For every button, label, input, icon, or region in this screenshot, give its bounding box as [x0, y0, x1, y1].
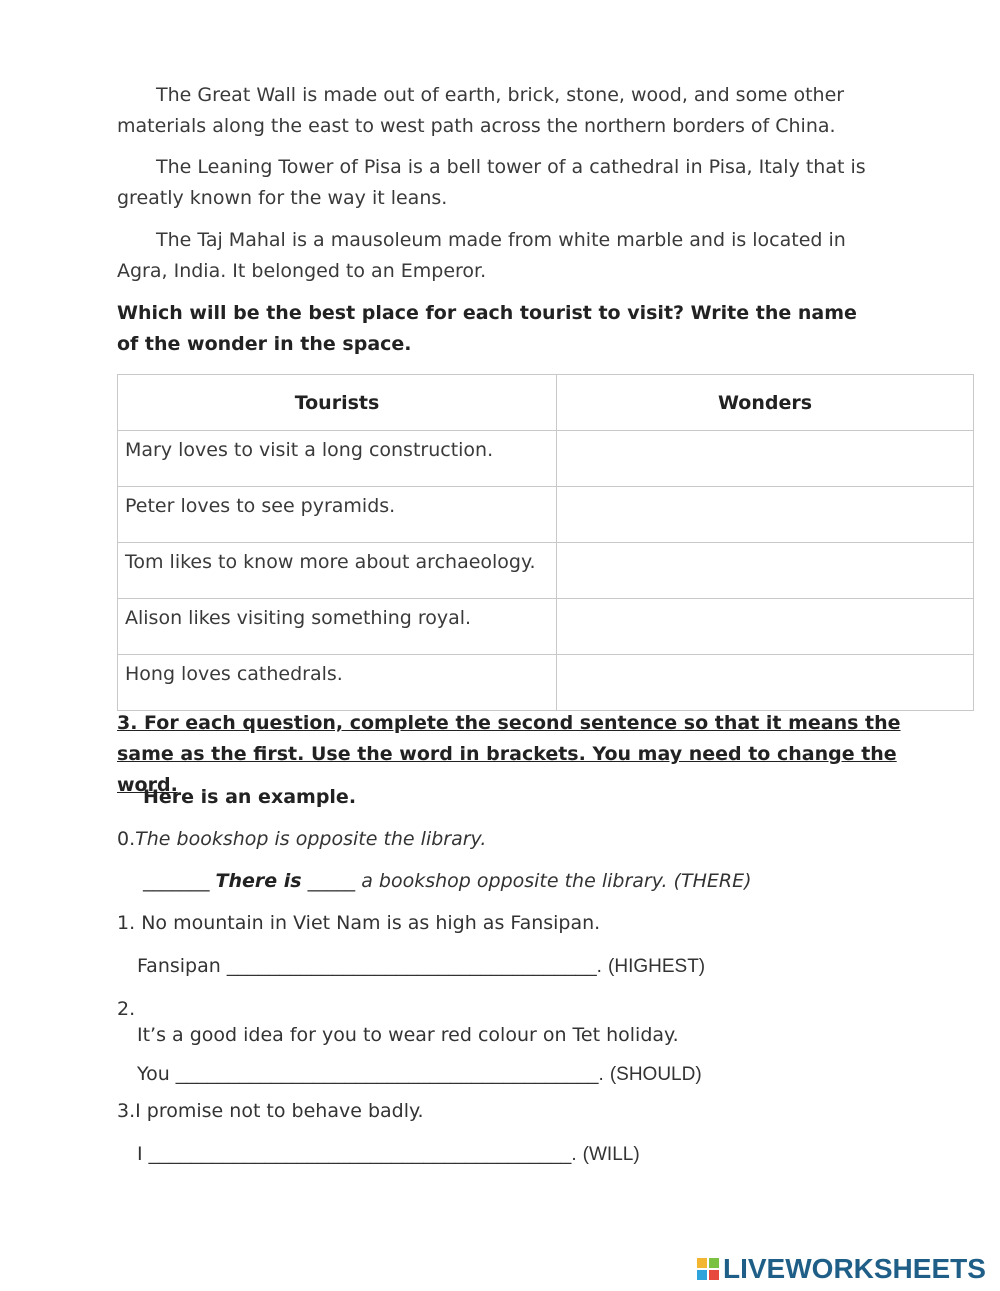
- question-3: [117, 1096, 424, 1127]
- example-blank-after: _____: [307, 870, 356, 892]
- wonder-answer-cell[interactable]: [557, 543, 974, 599]
- tourist-cell: Alison likes visiting something royal.: [118, 599, 557, 655]
- question-1: [117, 908, 600, 939]
- header-wonders: Wonders: [557, 375, 974, 431]
- header-tourists: Tourists: [118, 375, 557, 431]
- liveworksheets-logo[interactable]: [697, 1253, 986, 1285]
- logo-block: [697, 1258, 707, 1268]
- wonder-answer-cell[interactable]: [557, 431, 974, 487]
- tourist-wonder-table: [117, 374, 974, 711]
- logo-block: [709, 1270, 719, 1280]
- wonder-answer-cell[interactable]: [557, 655, 974, 711]
- answer-start: I: [137, 1143, 143, 1165]
- question-sentence: No mountain in Viet Nam is as high as Fansipan.: [141, 912, 601, 934]
- example-answer: There is: [215, 870, 302, 892]
- example-sentence: The bookshop is opposite the library.: [135, 828, 487, 850]
- answer-line-3: [137, 1139, 640, 1170]
- tourist-cell: Mary loves to visit a long construction.: [118, 431, 557, 487]
- logo-text: LIVEWORKSHEETS: [723, 1253, 986, 1284]
- answer-start: Fansipan: [137, 955, 221, 977]
- passage-great-wall: The Great Wall is made out of earth, brick, stone, wood, and some other materials along the east to west path across the northern borders of China.: [117, 84, 845, 137]
- example-blank-before: _______: [143, 870, 210, 892]
- table-row: [118, 431, 974, 487]
- answer-keyword: (HIGHEST): [608, 956, 706, 977]
- wonder-answer-cell[interactable]: [557, 599, 974, 655]
- tourist-cell: Hong loves cathedrals.: [118, 655, 557, 711]
- table-row: [118, 655, 974, 711]
- example-answer-line: [143, 866, 752, 897]
- task-instruction: Which will be the best place for each tourist to visit? Write the name of the wonder in the space.: [117, 302, 857, 355]
- answer-blank[interactable]: ___________________________________.: [226, 956, 602, 977]
- question-number: 3.: [117, 1100, 136, 1122]
- answer-blank[interactable]: ________________________________________.: [148, 1144, 577, 1165]
- answer-start: You: [137, 1063, 170, 1085]
- example-line: [117, 824, 486, 855]
- example-rest: a bookshop opposite the library. (THERE): [361, 870, 752, 892]
- question-2-sentence: It’s a good idea for you to wear red colour on Tet holiday.: [137, 1024, 679, 1046]
- answer-blank[interactable]: ________________________________________.: [175, 1064, 604, 1085]
- logo-block: [709, 1258, 719, 1268]
- section3-heading: 3. For each question, complete the second sentence so that it means the same as the first. Use the word in brackets. You may need to change the word.: [117, 712, 901, 796]
- example-number: 0.: [117, 828, 136, 850]
- answer-keyword: (SHOULD): [609, 1064, 702, 1085]
- table-header-row: [118, 375, 974, 431]
- answer-keyword: (WILL): [582, 1144, 640, 1165]
- example-label: Here is an example.: [143, 786, 357, 808]
- table-row: [118, 599, 974, 655]
- wonder-answer-cell[interactable]: [557, 487, 974, 543]
- logo-block: [697, 1270, 707, 1280]
- question-number: 1.: [117, 912, 136, 934]
- answer-line-2: [137, 1059, 702, 1090]
- passage-pisa: The Leaning Tower of Pisa is a bell tower of a cathedral in Pisa, Italy that is greatly known for the way it leans.: [117, 156, 866, 209]
- passage-taj-mahal: The Taj Mahal is a mausoleum made from white marble and is located in Agra, India. It belonged to an Emperor.: [117, 229, 846, 282]
- table-row: [118, 543, 974, 599]
- tourist-cell: Tom likes to know more about archaeology.: [118, 543, 557, 599]
- logo-blocks-icon: [697, 1258, 719, 1280]
- answer-line-1: [137, 951, 705, 982]
- tourist-cell: Peter loves to see pyramids.: [118, 487, 557, 543]
- question-2-number: 2.: [117, 998, 136, 1020]
- question-sentence: I promise not to behave badly.: [135, 1100, 424, 1122]
- table-row: [118, 487, 974, 543]
